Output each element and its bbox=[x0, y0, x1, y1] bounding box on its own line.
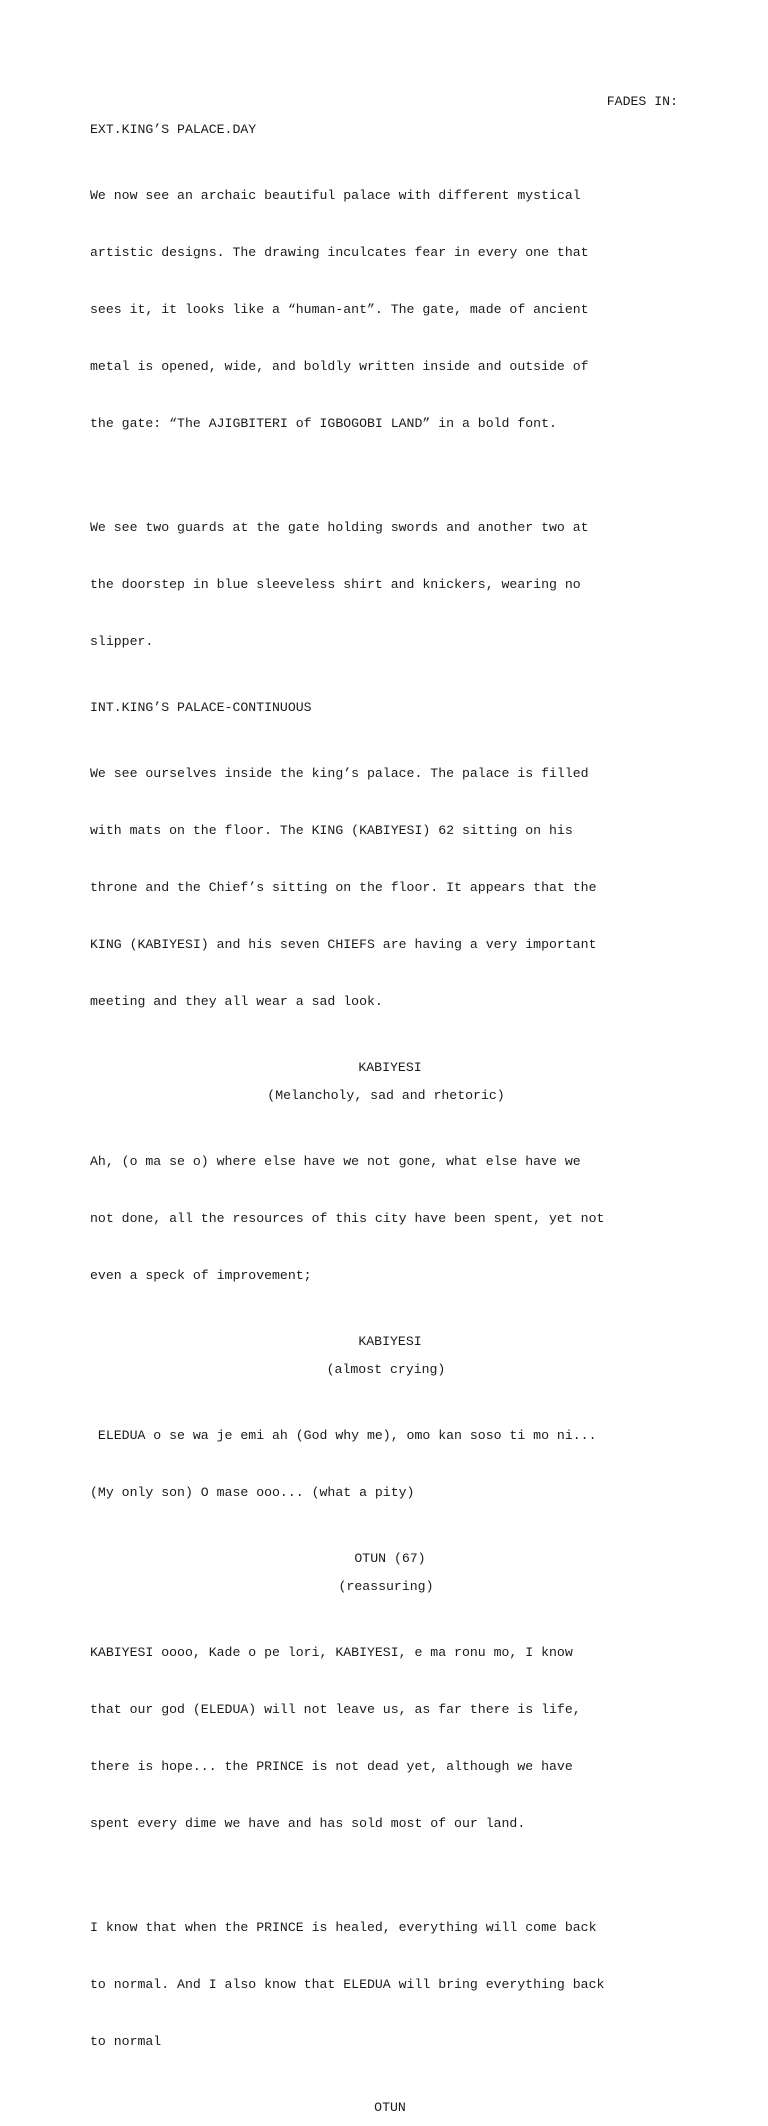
action-line: slipper. bbox=[90, 634, 154, 649]
action-line: We now see an archaic beautiful palace with different mystical bbox=[90, 188, 581, 203]
dialogue-kabiyesi-2 bbox=[90, 1388, 682, 1540]
dialogue-otun-2 bbox=[90, 1880, 682, 2089]
dialogue-line: Ah, (o ma se o) where else have we not gone, what else have we bbox=[90, 1154, 581, 1169]
dialogue-line: that our god (ELEDUA) will not leave us, as far there is life, bbox=[90, 1702, 581, 1717]
dialogue-line: spent every dime we have and has sold most of our land. bbox=[90, 1816, 526, 1831]
action-line: We see ourselves inside the king’s palace. The palace is filled bbox=[90, 766, 589, 781]
dialogue-line: not done, all the resources of this city have been spent, yet not bbox=[90, 1211, 605, 1226]
dialogue-line: (My only son) O mase ooo... (what a pity) bbox=[90, 1485, 415, 1500]
parenthetical-reassuring: (reassuring) bbox=[338, 1579, 434, 1594]
action-line: the doorstep in blue sleeveless shirt and knickers, wearing no bbox=[90, 577, 581, 592]
action-line: meeting and they all wear a sad look. bbox=[90, 994, 383, 1009]
parenthetical-melancholy: (Melancholy, sad and rhetoric) bbox=[267, 1088, 505, 1103]
dialogue-line: to normal bbox=[90, 2034, 162, 2049]
action-line: with mats on the floor. The KING (KABIYESI) 62 sitting on his bbox=[90, 823, 573, 838]
dialogue-line: there is hope... the PRINCE is not dead yet, although we have bbox=[90, 1759, 573, 1774]
action-line: throne and the Chief’s sitting on the floor. It appears that the bbox=[90, 880, 597, 895]
action-line: the gate: “The AJIGBITERI of IGBOGOBI LAND” in a bold font. bbox=[90, 416, 557, 431]
action-palace-description bbox=[90, 148, 682, 471]
dialogue-kabiyesi-1 bbox=[90, 1114, 682, 1323]
scene-heading-int-palace: INT.KING’S PALACE-CONTINUOUS bbox=[90, 700, 312, 715]
action-line: We see two guards at the gate holding swords and another two at bbox=[90, 520, 589, 535]
action-inside-palace bbox=[90, 726, 682, 1049]
character-kabiyesi: KABIYESI bbox=[358, 1060, 422, 1075]
action-line: artistic designs. The drawing inculcates fear in every one that bbox=[90, 245, 589, 260]
dialogue-line: KABIYESI oooo, Kade o pe lori, KABIYESI, e ma ronu mo, I know bbox=[90, 1645, 573, 1660]
character-otun: OTUN bbox=[374, 2100, 406, 2115]
scene-heading-ext-palace: EXT.KING’S PALACE.DAY bbox=[90, 122, 257, 137]
transition-fades-in: FADES IN: bbox=[606, 94, 678, 109]
parenthetical-almost-crying: (almost crying) bbox=[326, 1362, 446, 1377]
action-line: metal is opened, wide, and boldly written inside and outside of bbox=[90, 359, 589, 374]
character-kabiyesi: KABIYESI bbox=[358, 1334, 422, 1349]
action-line: sees it, it looks like a “human-ant”. The gate, made of ancient bbox=[90, 302, 589, 317]
dialogue-otun-1 bbox=[90, 1605, 682, 1871]
dialogue-line: I know that when the PRINCE is healed, everything will come back bbox=[90, 1920, 597, 1935]
dialogue-line: even a speck of improvement; bbox=[90, 1268, 312, 1283]
dialogue-line: ELEDUA o se wa je emi ah (God why me), omo kan soso ti mo ni... bbox=[90, 1428, 597, 1443]
action-line: KING (KABIYESI) and his seven CHIEFS are having a very important bbox=[90, 937, 597, 952]
script-content bbox=[90, 92, 682, 2126]
dialogue-line: to normal. And I also know that ELEDUA will bring everything back bbox=[90, 1977, 605, 1992]
action-guards bbox=[90, 480, 682, 689]
character-otun: OTUN (67) bbox=[354, 1551, 426, 1566]
